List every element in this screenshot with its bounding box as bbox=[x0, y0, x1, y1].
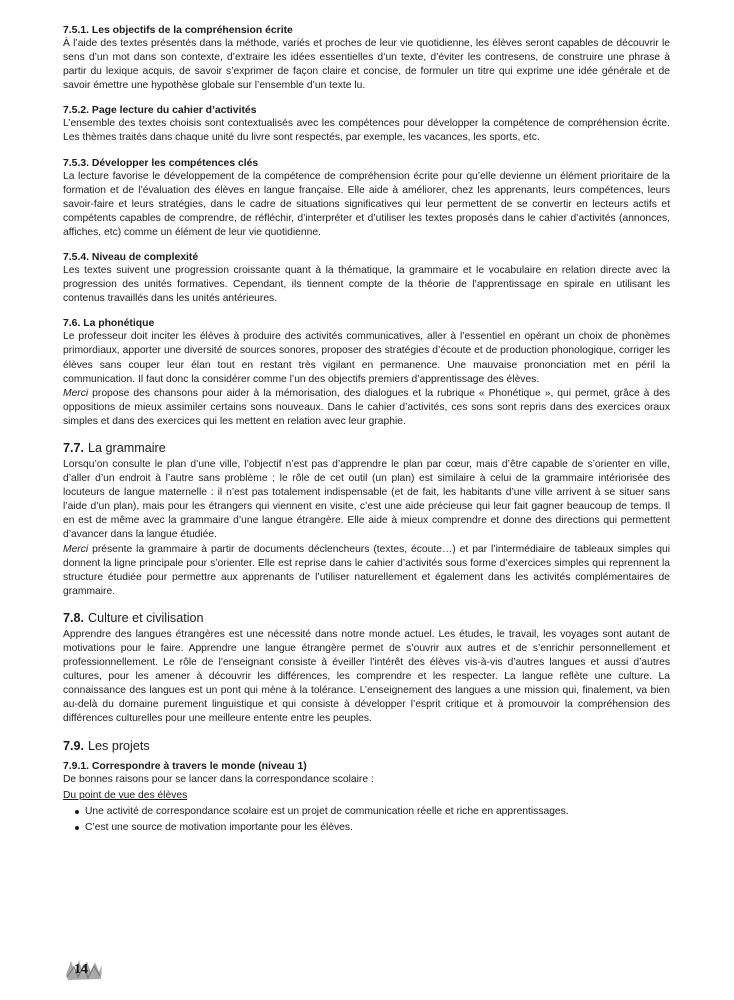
bullet-list bbox=[63, 804, 670, 836]
section-title: La grammaire bbox=[88, 440, 166, 455]
section-7-5-4 bbox=[63, 251, 670, 306]
section-heading: 7.6. La phonétique bbox=[63, 318, 155, 330]
book-title: Merci bbox=[63, 543, 89, 555]
page-number-label: 14 bbox=[74, 962, 88, 977]
section-paragraph bbox=[63, 387, 670, 429]
subheading-underlined: Du point de vue des élèves bbox=[63, 789, 188, 801]
section-heading bbox=[63, 610, 670, 626]
section-heading: 7.5.4. Niveau de complexité bbox=[63, 252, 199, 264]
section-paragraph: Lorsqu’on consulte le plan d’une ville, l’objectif n’est pas d’apprendre le plan par cœur, mais d’être capable de s’orienter en ville, d’aller d’un endroit à l’autre sans problème ; le rôle de cet outil (un plan) est similaire à celui de la grammaire intériorisée des locuteurs de langue maternelle : il n’est pas totalement indispensable (et de fait, les habitants d’une ville arrivent à se situer sans l’aide d’un plan), mais pour les étrangers qui viennent en visite, c’est une aide précieuse qui leur fait gagner beaucoup de temps. Il en est de même avec la grammaire d’une langue étrangère. Elle aide à mieux comprendre et donne des directions qui permettent d’avancer dans la langue étudiée. bbox=[63, 458, 670, 541]
section-7-9 bbox=[63, 738, 670, 754]
section-heading bbox=[63, 738, 670, 754]
page-number bbox=[64, 955, 104, 983]
section-paragraph: L’ensemble des textes choisis sont contextualisés avec les compétences pour développer la compétence de compréhension écrite. Les thèmes traités dans chaque unité du livre sont respectés, par exemple, les vacances, les sports, etc. bbox=[63, 118, 670, 144]
paragraph-text: présente la grammaire à partir de documents déclencheurs (textes, écoute…) et par l’intermédiaire de tableaux simples qui donnent la ligne principale pour s’orienter. Elle est reprise dans le cahier d’activités sous forme d’exercices simples qui reprennent la structure étudiée pour permettre aux apprenants de l’utiliser naturellement et également dans les activités complémentaires de grammaire. bbox=[63, 543, 670, 597]
section-paragraph: À l’aide des textes présentés dans la méthode, variés et proches de leur vie quotidienne, les élèves seront capables de découvrir le sens d’un mot dans son contexte, d’extraire les idées essentielles d’un texte, d’éviter les contresens, de construire une phrase à partir du lexique acquis, de savoir s’exprimer de façon claire et concise, de formuler un titre qui exprime une idée générale et de savoir émettre une hypothèse globale sur l’ensemble d’un texte lu. bbox=[63, 38, 670, 92]
section-heading: 7.9.1. Correspondre à travers le monde (niveau 1) bbox=[63, 760, 307, 772]
section-paragraph: Apprendre des langues étrangères est une nécessité dans notre monde actuel. Les études, le travail, les voyages sont autant de motivations pour le faire. Apprendre une langue étrangère permet de s’ouvrir aux autres et de s’enrichir personnellement et professionnellement. Le rôle de l’enseignant consiste à éveiller l’intérêt des élèves vis-à-vis d’autres langues et aussi d’autres cultures, pour les amener à découvrir les différences, les comprendre et les respecter. La langue reflète une culture. La connaissance des langues est un pont qui mène à la tolérance. L’enseignement des langues a une mission qui, finalement, va bien au-delà du domaine purement linguistique et qui consiste à développer l’esprit critique et à promouvoir la compréhension des différences culturelles pour une meilleure entente entre les peuples. bbox=[63, 628, 670, 725]
section-heading: 7.5.3. Développer les compétences clés bbox=[63, 157, 259, 169]
section-number: 7.8. bbox=[63, 610, 85, 625]
section-number: 7.7. bbox=[63, 440, 85, 455]
section-paragraph: Les textes suivent une progression croissante quant à la thématique, la grammaire et le vocabulaire en relation directe avec la progression des unités formatives. Cependant, ils tiennent compte de la théorie de l’apprentissage en spirale en utilisant les contenus travaillés dans les unités antérieures. bbox=[63, 265, 670, 305]
section-heading: 7.5.1. Les objectifs de la compréhension écrite bbox=[63, 25, 293, 36]
section-7-6 bbox=[63, 317, 670, 429]
section-heading: 7.5.2. Page lecture du cahier d’activités bbox=[63, 105, 257, 117]
section-7-8 bbox=[63, 610, 670, 727]
section-number: 7.9. bbox=[63, 738, 85, 753]
list-item: C’est une source de motivation importante pour les élèves. bbox=[75, 820, 670, 836]
section-paragraph: Le professeur doit inciter les élèves à produire des activités communicatives, aller à l’essentiel en opérant un choix de phonèmes primordiaux, apporter une diversité de sources sonores, proposer des stratégies d’écoute et de production phonologique, corriger les élèves sans couper leur élan tout en restant très vigilant en permanence. Une mauvaise prononciation met en péril la communication. Il faut donc la considérer comme l’un des objectifs premiers d’apprentissage des élèves. bbox=[63, 331, 670, 385]
book-title: Merci bbox=[63, 387, 89, 399]
section-paragraph: La lecture favorise le développement de la compétence de compréhension écrite pour qu’elle devienne un élément prioritaire de la formation et de l’évaluation des élèves en langue française. Elle aide à améliorer, chez les apprenants, leurs compétences, leurs savoir-faire et leurs stratégies, dans le cadre de situations significatives qui leur permettent de se convertir en lecteurs actifs et compétents capables de comprendre, de réfléchir, d’interpréter et d’utiliser les textes proposés dans le cahier d’activités (annonces, affiches, etc) comme un élément de leur vie quotidienne. bbox=[63, 170, 670, 238]
section-paragraph: De bonnes raisons pour se lancer dans la correspondance scolaire : bbox=[63, 773, 374, 785]
section-7-5-1 bbox=[63, 24, 670, 93]
section-7-7 bbox=[63, 440, 670, 599]
page-content bbox=[63, 24, 670, 836]
section-7-5-2 bbox=[63, 104, 670, 145]
section-title: Les projets bbox=[88, 738, 150, 753]
section-paragraph bbox=[63, 543, 670, 599]
list-item: Une activité de correspondance scolaire est un projet de communication réelle et riche en apprentissages. bbox=[75, 804, 670, 820]
section-7-5-3 bbox=[63, 157, 670, 240]
section-7-9-1 bbox=[63, 760, 670, 836]
section-title: Culture et civilisation bbox=[88, 610, 204, 625]
section-heading bbox=[63, 440, 670, 456]
paragraph-text: propose des chansons pour aider à la mémorisation, des dialogues et la rubrique « Phonétique », qui permet, grâce à des oppositions de mieux assimiler certains sons nouveaux. Dans le cahier d’activités, ces sons sont repris dans des exercices oraux simples et dans des exercices qui les mettent en relation avec leur graphie. bbox=[63, 387, 670, 427]
